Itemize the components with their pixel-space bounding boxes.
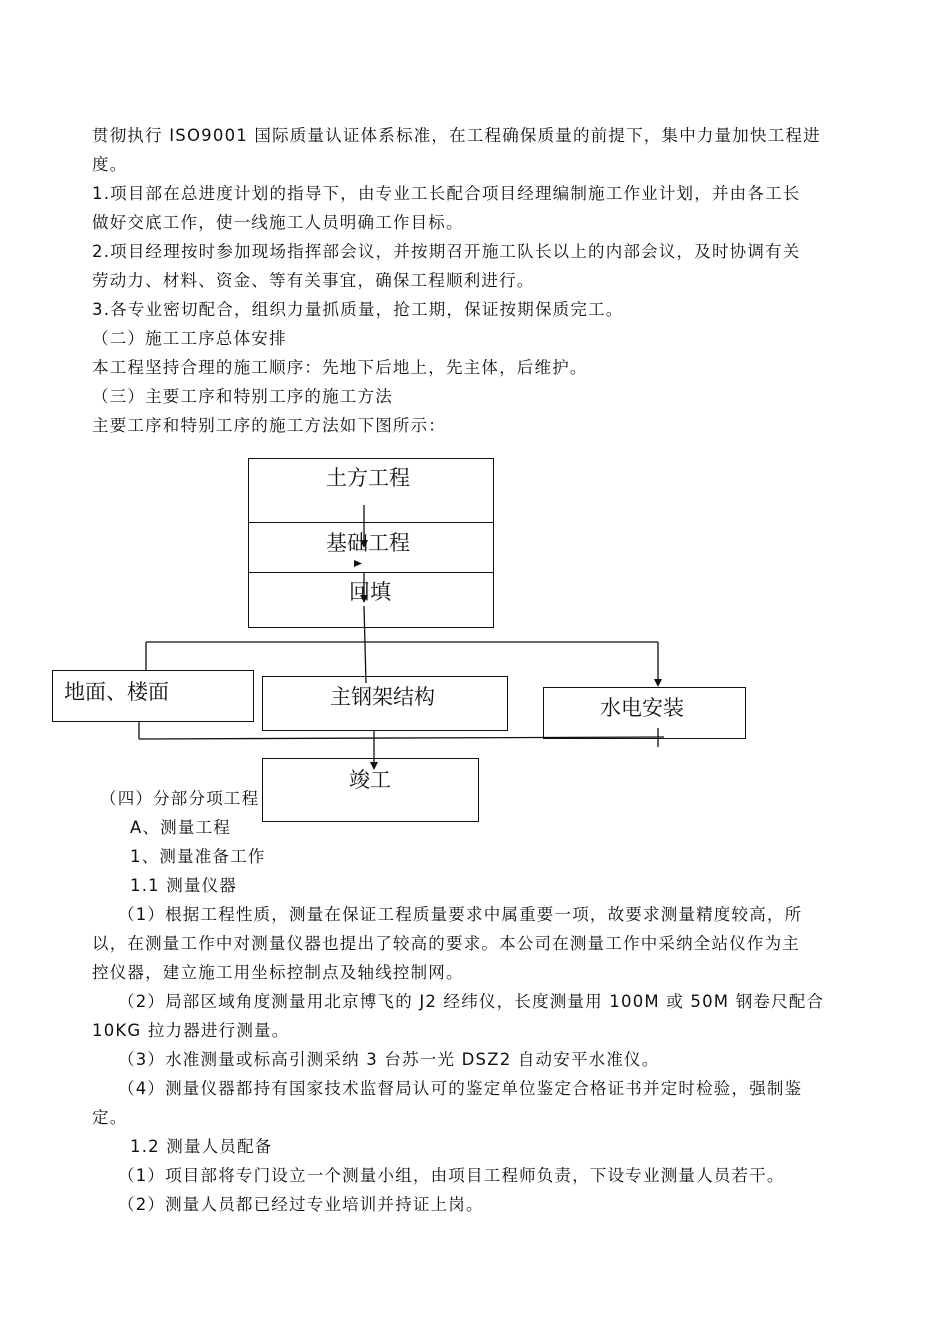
completion-label: 竣工: [349, 768, 391, 792]
paragraph-line: （4）测量仪器都持有国家技术监督局认可的鉴定单位鉴定合格证书并定时检验，强制鉴: [118, 1079, 803, 1098]
section-heading: （三）主要工序和特别工序的施工方法: [92, 387, 393, 406]
paragraph-line: 3.各专业密切配合，组织力量抓质量，抢工期，保证按期保质完工。: [92, 300, 624, 319]
subsection-heading: 1、测量准备工作: [130, 847, 266, 866]
floor-label: 地面、楼面: [64, 680, 169, 704]
paragraph-line: 以，在测量工作中对测量仪器也提出了较高的要求。本公司在测量工作中采纳全站仪作为主: [92, 934, 800, 953]
earthwork-label: 土方工程: [326, 466, 410, 490]
paragraph-line: 定。: [92, 1108, 128, 1127]
paragraph-line: 度。: [92, 155, 128, 174]
paragraph-line: 控仪器，建立施工用坐标控制点及轴线控制网。: [92, 963, 464, 982]
paragraph-line: 本工程坚持合理的施工顺序：先地下后地上，先主体，后维护。: [92, 358, 588, 377]
utilities-label: 水电安装: [600, 696, 684, 720]
backfill-label: 回填: [349, 580, 391, 604]
paragraph-line: （2）测量人员都已经过专业培训并持证上岗。: [118, 1195, 484, 1214]
paragraph-line: 1.项目部在总进度计划的指导下，由专业工长配合项目经理编制施工作业计划，并由各工长: [92, 184, 801, 203]
paragraph-line: 劳动力、材料、资金、等有关事宜，确保工程顺利进行。: [92, 271, 535, 290]
paragraph-line: （3）水准测量或标高引测采纳 3 台苏一光 DSZ2 自动安平水准仪。: [118, 1050, 660, 1069]
paragraph-line: 贯彻执行 ISO9001 国际质量认证体系标准，在工程确保质量的前提下，集中力量加快工程进: [92, 126, 821, 145]
steel-structure-label: 主钢架结构: [330, 685, 435, 709]
foundation-label: 基础工程: [326, 531, 410, 555]
subsection-heading: 1.1 测量仪器: [130, 876, 238, 895]
subsection-heading: A、测量工程: [130, 818, 231, 837]
paragraph-line: （2）局部区域角度测量用北京博飞的 J2 经纬仪，长度测量用 100M 或 50M 钢卷尺配合: [118, 992, 825, 1011]
section-heading: （二）施工工序总体安排: [92, 329, 287, 348]
paragraph-line: 主要工序和特别工序的施工方法如下图所示：: [92, 416, 446, 435]
paragraph-line: 做好交底工作，使一线施工人员明确工作目标。: [92, 213, 464, 232]
paragraph-line: （1）项目部将专门设立一个测量小组，由项目工程师负责，下设专业测量人员若干。: [118, 1166, 785, 1185]
section-heading: （四）分部分项工程: [100, 789, 260, 808]
paragraph-line: 2.项目经理按时参加现场指挥部会议，并按期召开施工队长以上的内部会议，及时协调有关: [92, 242, 801, 261]
paragraph-line: 10KG 拉力器进行测量。: [92, 1021, 290, 1040]
paragraph-line: （1）根据工程性质，测量在保证工程质量要求中属重要一项，故要求测量精度较高，所: [118, 905, 803, 924]
subsection-heading: 1.2 测量人员配备: [130, 1137, 273, 1156]
